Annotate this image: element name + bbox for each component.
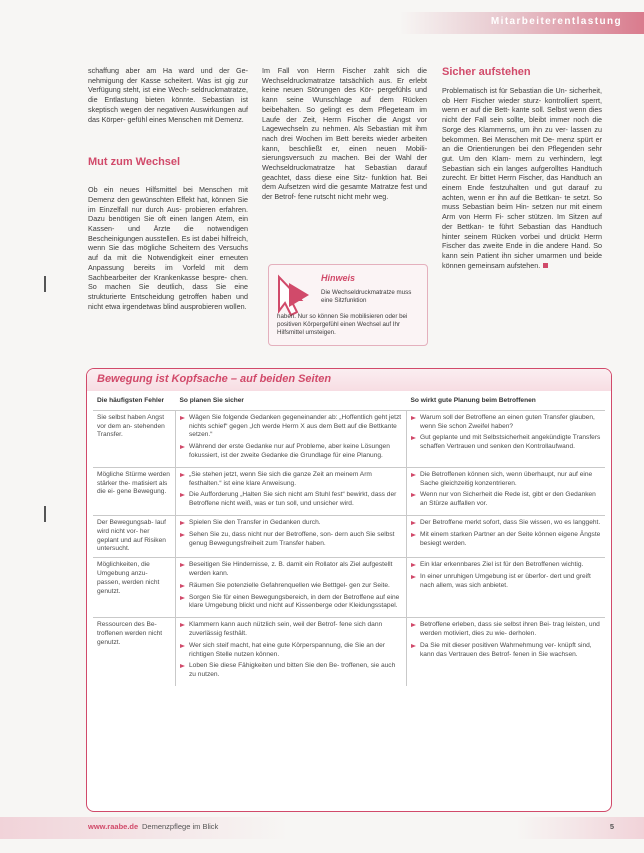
paragraph: [442, 86, 602, 270]
list-item: In einer unruhigen Umgebung ist er überfor- dert und greift nach allem, was sich anbietet.: [411, 573, 601, 591]
list-item: Klammern kann auch nützlich sein, weil der Betrof- fene sich dann zuverlässig festhält.: [180, 621, 402, 639]
info-box-title: Bewegung ist Kopfsache – auf beiden Seiten: [97, 373, 332, 385]
paragraph: Im Fall von Herrn Fischer zahlt sich die Wechseldruckmatratze tatsächlich aus. Er erlebt keine neuen Störungen des Kör- pergefühls und kann seine Wunschlage auf dem Rücken beibehalten. So gelingt es dem Pflegeteam im Laufe der Zeit, Herrn Fischer die Angst vor Lagewechseln zu nehmen. Als Sebastian mit ihm nach drei Wochen im Bett bereits wieder arbeiten kann, beschließt er, einen neuen Mobili- sierungsversuch zu machen. Bei der Wahl der Wechseldruckmatratze hat Sebastian darauf geachtet, dass diese eine Sitz- funktion hat. Bei dem Aufsetzen wird die gesamte Matratze fest und der Betrof- fene rutscht nicht mehr weg.: [262, 66, 427, 202]
table-row: [93, 558, 605, 618]
list-item: Gut geplante und mit Selbstsicherheit angekündigte Transfers schaffen Vertrauen und senken den Kontrollaufwand.: [411, 434, 601, 452]
error-cell: Der Bewegungsab- lauf wird nicht vor- her geplant und auf Risiken untersucht.: [93, 515, 176, 557]
paragraph: schaffung aber am Ha ward und der Ge- nehmigung der Kasse scheitert. Was ist gig zur Verfügung steht, ist eine Wech- seldruckmatratze, die Entlastung bieten könnte. Sebastian ist skeptisch wegen der negativen Auswirkungen auf das Körper- gefühl eines Menschen mit Demenz.: [88, 66, 248, 124]
list-item: Wer sich steif macht, hat eine gute Körperspannung, die Sie an der richtigen Stelle nutzen können.: [180, 642, 402, 660]
column-3: [442, 86, 602, 270]
section-title: Mitarbeiterentlastung: [490, 16, 622, 27]
column-header: So planen Sie sicher: [176, 397, 407, 410]
error-cell: Möglichkeiten, die Umgebung anzu- passen, werden nicht genutzt.: [93, 558, 176, 618]
footer-magazine: Demenzpflege im Blick: [142, 822, 219, 831]
plan-cell: [176, 515, 407, 557]
page-number: 5: [609, 822, 614, 831]
column-1-continued: [88, 178, 248, 319]
hinweis-text: Die Wechseldruckmatratze muss eine Sitzfunktion: [321, 289, 412, 304]
list-item: Wenn nur von Sicherheit die Rede ist, gibt er den Gedanken an Stürze auffallen vor.: [411, 491, 601, 509]
effect-cell: [407, 467, 606, 515]
heading-mut-zum-wechsel: Mut zum Wechsel: [88, 156, 181, 168]
list-item: Während der erste Gedanke nur auf Probleme, aber keine Lösungen fokussiert, ist der zweite Gedanke die Grundlage für eine Planung.: [180, 443, 402, 461]
hinweis-text-continued: haben. Nur so können Sie mobilisieren oder bei positiven Körpergefühl einen Wechsel auf Ihr Hilfsmittel umsteigen.: [277, 313, 408, 336]
list-item: Warum soll der Betroffene an einen guten Transfer glauben, wenn Sie schon Zweifel haben?: [411, 414, 601, 432]
paragraph-text: Problematisch ist für Sebastian die Un- sicherheit, ob Herr Fischer wieder sturz- kontrolliert sperrt, wenn er auf die Bett- kante soll. Selbst wenn dies nicht der Fall sein sollte, bleibt immer noch die Sorge des Klammerns, um ihn zu ver- lassen zu bekommen. Bei Menschen mit De- menz spürt er an die Orientierungen bei den Pflegenden sehr gut. Um den Klam- mern zu verhindern, legt Sebastian sich ein langes aufgerolltes Handtuch zurecht. Er bittet Herrn Fischer, das Handtuch an einem Ende festzuhalten und gut darauf zu achten, wenn er ihn auf die Bettkan- te setzt. So muss Sebastian beim Hin- setzen nur mit einem Arm von Herrn Fi- scher stützen. Im Sitzen auf der Bettkan- te führt Sebastian das Handtuch hinter seinem Rücken vorbei und drückt Herrn Fischer das zweite Ende in die andere Hand. So kann sein Patient ihn sicher umarmen und beide können gemeinsam aufstehen.: [442, 86, 602, 270]
list-item: Die Aufforderung „Halten Sie sich nicht am Stuhl fest“ bewirkt, dass der Betroffene nicht weiß, was er tun soll, und unsicher wird.: [180, 491, 402, 509]
effect-cell: [407, 558, 606, 618]
table-header-row: [93, 397, 605, 410]
arrow-pointer-icon: [275, 273, 315, 317]
heading-sicher-aufstehen: Sicher aufstehen: [442, 66, 531, 78]
plan-cell: [176, 410, 407, 467]
list-item: Ein klar erkennbares Ziel ist für den Betroffenen wichtig.: [411, 561, 601, 570]
effect-cell: [407, 515, 606, 557]
column-1: [88, 66, 248, 124]
list-item: Loben Sie diese Fähigkeiten und bitten Sie den Be- troffenen, sie auch zu nutzen.: [180, 662, 402, 680]
table-row: [93, 410, 605, 467]
list-item: Der Betroffene merkt sofort, dass Sie wissen, wo es langgeht.: [411, 519, 601, 528]
hinweis-title: Hinweis: [321, 273, 356, 283]
end-mark-icon: [543, 263, 548, 268]
error-cell: Mögliche Stürme werden stärker the- matisiert als die ei- gene Bewegung.: [93, 467, 176, 515]
effect-cell: [407, 410, 606, 467]
list-item: Die Betroffenen können sich, wenn überhaupt, nur auf eine Sache gleichzeitig konzentrieren.: [411, 471, 601, 489]
plan-cell: [176, 558, 407, 618]
column-header: So wirkt gute Planung beim Betroffenen: [407, 397, 606, 410]
error-cell: Sie selbst haben Angst vor dem an- stehenden Transfer.: [93, 410, 176, 467]
info-box: [86, 368, 612, 812]
error-cell: Ressourcen des Be- troffenen werden nicht genutzt.: [93, 618, 176, 686]
punch-mark: [44, 506, 46, 522]
effect-cell: [407, 618, 606, 686]
table-row: [93, 467, 605, 515]
list-item: „Sie stehen jetzt, wenn Sie sich die ganze Zeit an meinem Arm festhalten.“ ist eine klare Anweisung.: [180, 471, 402, 489]
list-item: Mit einem starken Partner an der Seite können eigene Ängste besiegt werden.: [411, 531, 601, 549]
footer-url: www.raabe.de: [88, 822, 139, 831]
list-item: Sehen Sie zu, dass nicht nur der Betroffene, son- dern auch Sie selbst genug Bewegungsfreiheit zum Transfer haben.: [180, 531, 402, 549]
table-row: [93, 515, 605, 557]
list-item: Räumen Sie potenzielle Gefahrenquellen wie Betttgel- gen zur Seite.: [180, 582, 402, 591]
plan-cell: [176, 618, 407, 686]
list-item: Da Sie mit dieser positiven Wahrnehmung ver- knüpft sind, kann das Vertrauen des Betrof- fenen in Sie wachsen.: [411, 642, 601, 660]
plan-cell: [176, 467, 407, 515]
table-row: [93, 618, 605, 686]
info-box-header: [87, 369, 611, 391]
list-item: Sorgen Sie für einen Bewegungsbereich, in dem der Betroffene auf eine klare Umgebung blickt und nicht auf Kissenberge oder Kleidungsstapel.: [180, 594, 402, 612]
hinweis-box: [268, 264, 428, 346]
list-item: Betroffene erleben, dass sie selbst ihren Bei- trag leisten, und werden motiviert, dies zu wie- derholen.: [411, 621, 601, 639]
list-item: Wägen Sie folgende Gedanken gegeneinander ab: „Hoffentlich geht jetzt nichts schief“ gegen „Ich werde Herrn X aus dem Bett auf die Bettkante setzen.“: [180, 414, 402, 440]
punch-mark: [44, 276, 46, 292]
column-2: [262, 66, 427, 202]
column-header: Die häufigsten Fehler: [93, 397, 176, 410]
list-item: Spielen Sie den Transfer in Gedanken durch.: [180, 519, 402, 528]
list-item: Beseitigen Sie Hindernisse, z. B. damit ein Rollator als Ziel aufgestellt werden kann.: [180, 561, 402, 579]
tips-table: [93, 397, 605, 686]
paragraph: Ob ein neues Hilfsmittel bei Menschen mit Demenz den gewünschten Effekt hat, können Sie im Einzelfall nur durch Aus- probieren erfahren. Dazu benötigen Sie oft einen langen Atem, ein Kassen- und Ärzte die notwendigen Bescheinigungen ausstellen. Es ist dabei hilfreich, wenn Sie das mögliche Scheitern des Versuchs auf da mit die Notwendigkeit einer erneuten Anpassung bereits im Vorfeld mit dem Sachbearbeiter der Krankenkasse bespre- chen. So machen Sie deutlich, dass Sie eine strukturierte Entscheidung getroffen haben und nicht etwa irgendetwas blind ausprobieren wollen.: [88, 185, 248, 311]
